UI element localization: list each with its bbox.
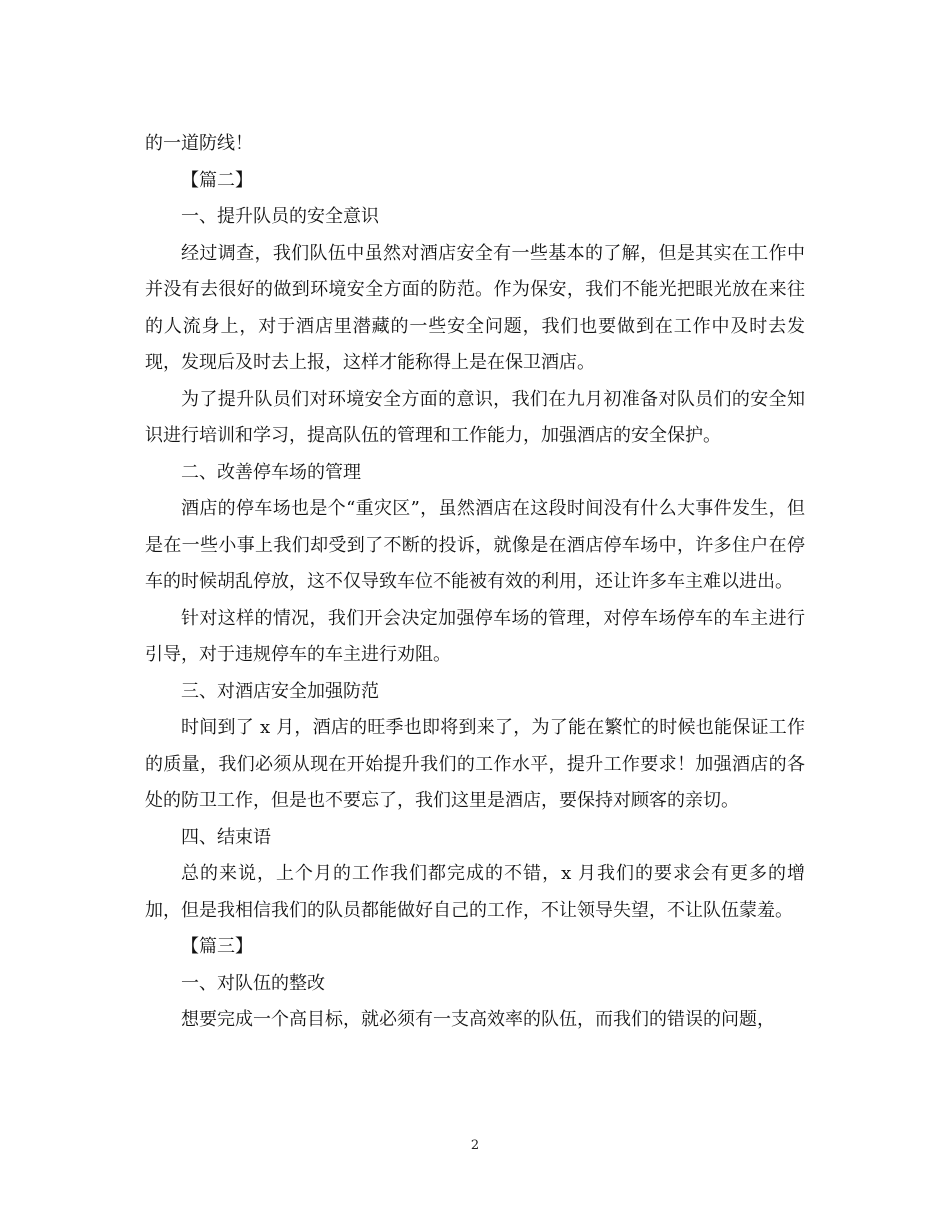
heading-raise-safety-awareness: 一、提升队员的安全意识 bbox=[181, 206, 379, 227]
page-number: 2 bbox=[470, 1138, 480, 1153]
section-heading-part-three: 【篇三】 bbox=[181, 936, 253, 957]
paragraph-body: 时间到了 x 月，酒店的旺季也即将到来了，为了能在繁忙的时候也能保证工作的质量，我们必须从现在开始提升我们的工作水平，提升工作要求！加强酒店的各处的防卫工作，但是也不要忘了，我们这里是酒店，要保持对顾客的亲切。 bbox=[145, 717, 805, 811]
heading-team-rectification: 一、对队伍的整改 bbox=[181, 972, 325, 994]
paragraph-body: 经过调查，我们队伍中虽然对酒店安全有一些基本的了解，但是其实在工作中并没有去很好的做到环境安全方面的防范。作为保安，我们不能光把眼光放在来往的人流身上，对于酒店里潜藏的一些安全问题，我们也要做到在工作中及时去发现，发现后及时去上报，这样才能称得上是在保卫酒店。 bbox=[145, 242, 805, 373]
heading-parking-management: 二、改善停车场的管理 bbox=[181, 461, 361, 483]
section-heading-part-two: 【篇二】 bbox=[181, 169, 253, 191]
document-body bbox=[145, 126, 805, 1039]
paragraph-body: 想要完成一个高目标，就必须有一支高效率的队伍，而我们的错误的问题， bbox=[181, 1009, 775, 1030]
heading-conclusion: 四、结束语 bbox=[181, 826, 271, 848]
heading-strengthen-security: 三、对酒店安全加强防范 bbox=[181, 680, 379, 702]
paragraph-body: 为了提升队员们对环境安全方面的意识，我们在九月初准备对队员们的安全知识进行培训和学习，提高队伍的管理和工作能力，加强酒店的安全保护。 bbox=[145, 388, 805, 446]
paragraph-body: 总的来说，上个月的工作我们都完成的不错，x 月我们的要求会有更多的增加，但是我相信我们的队员都能做好自己的工作，不让领导失望，不让队伍蒙羞。 bbox=[145, 863, 805, 921]
paragraph-body: 酒店的停车场也是个“重灾区”，虽然酒店在这段时间没有什么大事件发生，但是在一些小事上我们却受到了不断的投诉，就像是在酒店停车场中，许多住户在停车的时候胡乱停放，这不仅导致车位不能被有效的利用，还让许多车主难以进出。 bbox=[145, 498, 805, 592]
paragraph-continuation: 的一道防线！ bbox=[145, 133, 253, 154]
paragraph-body: 针对这样的情况，我们开会决定加强停车场的管理，对停车场停车的车主进行引导，对于违规停车的车主进行劝阻。 bbox=[145, 607, 805, 665]
